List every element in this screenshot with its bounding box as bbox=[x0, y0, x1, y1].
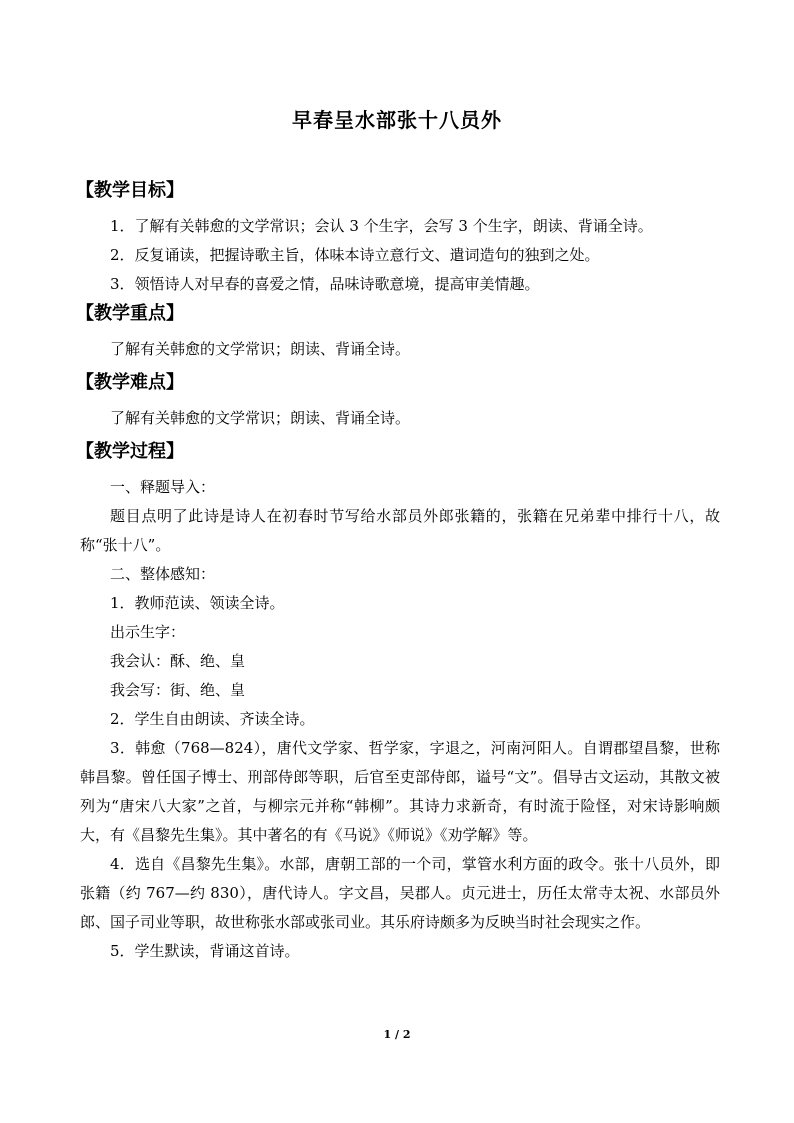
paragraph: 了解有关韩愈的文学常识；朗读、背诵全诗。 bbox=[110, 340, 411, 358]
paragraph: 3．韩愈（768—824），唐代文学家、哲学家，字退之，河南河阳人。自谓郡望昌黎，世称韩昌黎。曾任国子博士、刑部侍郎等职，后官至吏部侍郎，谥号“文”。倡导古文运动，其散文被列为“唐宋八大家”之首，与柳宗元并称“韩柳”。其诗力求新奇，有时流于险怪，对宋诗影响颇大，有《昌黎先生集》。其中著名的有《马说》《师说》《劝学解》等。 bbox=[80, 739, 720, 844]
paragraph: 5．学生默读，背诵这首诗。 bbox=[110, 942, 300, 960]
section-heading: 【教学目标】 bbox=[76, 180, 184, 201]
document-title: 早春呈水部张十八员外 bbox=[292, 108, 502, 132]
page-number: 1 / 2 bbox=[383, 1028, 411, 1041]
section-difficult-points bbox=[76, 368, 720, 437]
paragraph: 1．教师范读、领读全诗。 bbox=[110, 594, 285, 612]
section-heading: 【教学过程】 bbox=[76, 441, 184, 462]
paragraph: 2．学生自由朗读、齐读全诗。 bbox=[110, 710, 315, 728]
paragraph: 二、整体感知： bbox=[110, 565, 216, 583]
paragraph: 3．领悟诗人对早春的喜爱之情，品味诗歌意境，提高审美情趣。 bbox=[110, 275, 540, 293]
paragraph: 1．了解有关韩愈的文学常识；会认 3 个生字，会写 3 个生字，朗读、背诵全诗。 bbox=[110, 217, 653, 235]
paragraph: 4．选自《昌黎先生集》。水部，唐朝工部的一个司，掌管水利方面的政令。张十八员外，即张籍（约 767—约 830），唐代诗人。字文昌，吴郡人。贞元进士，历任太常寺太祝、水部员外郎、国子司业等职，故世称张水部或张司业。其乐府诗颇多为反映当时社会现实之作。 bbox=[80, 855, 720, 931]
paragraph: 题目点明了此诗是诗人在初春时节写给水部员外郎张籍的，张籍在兄弟辈中排行十八，故称“张十八”。 bbox=[80, 507, 720, 554]
paragraph: 我会认：酥、绝、皇 bbox=[110, 652, 246, 670]
document-body bbox=[76, 176, 720, 966]
paragraph: 出示生字： bbox=[110, 623, 186, 641]
section-heading: 【教学难点】 bbox=[76, 372, 184, 393]
paragraph: 2．反复诵读，把握诗歌主旨，体味本诗立意行文、遣词造句的独到之处。 bbox=[110, 246, 600, 264]
section-key-points bbox=[76, 299, 720, 368]
section-teaching-process bbox=[76, 437, 720, 966]
paragraph: 我会写：街、绝、皇 bbox=[110, 681, 246, 699]
section-heading: 【教学重点】 bbox=[76, 303, 184, 324]
paragraph: 了解有关韩愈的文学常识；朗读、背诵全诗。 bbox=[110, 409, 411, 427]
section-teaching-goals bbox=[76, 176, 720, 299]
paragraph: 一、释题导入： bbox=[110, 478, 216, 496]
